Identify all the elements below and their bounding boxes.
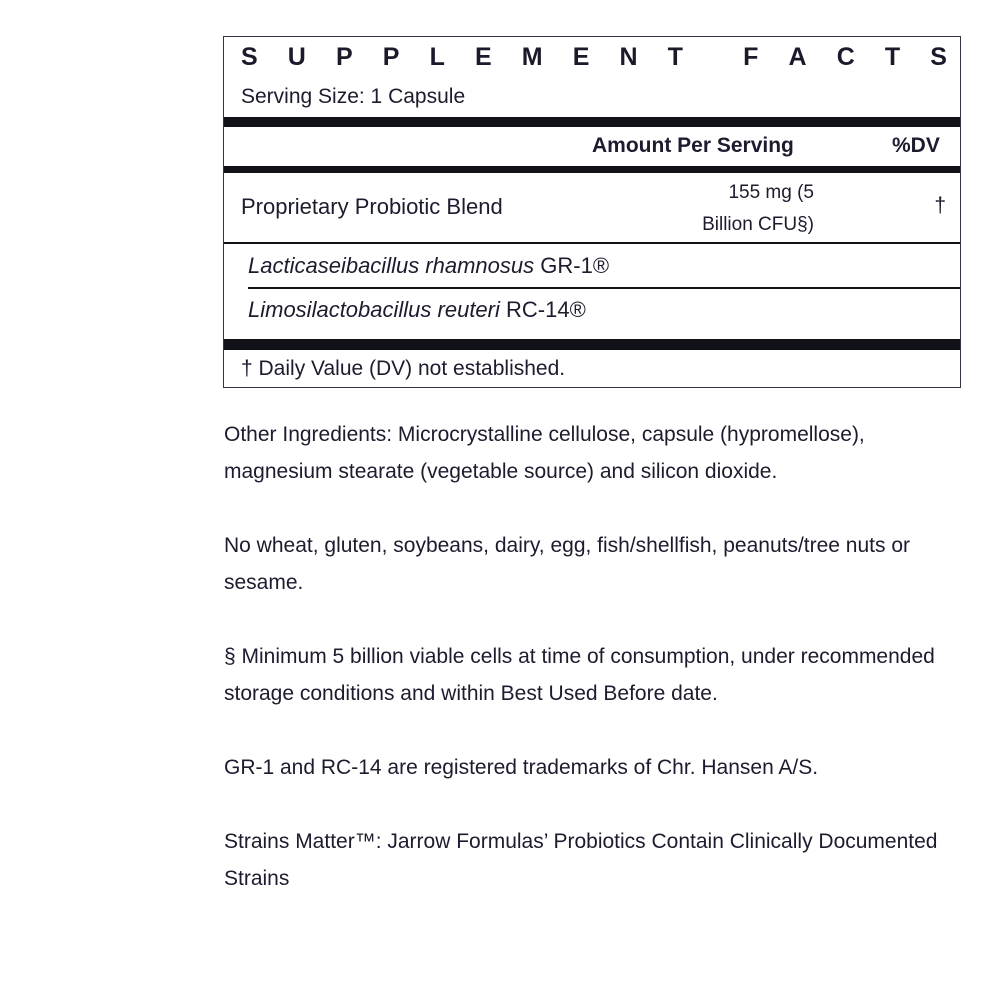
title-letter: E	[474, 43, 492, 71]
blend-amount	[664, 177, 814, 241]
blend-name: Proprietary Probiotic Blend	[241, 194, 503, 219]
thin-divider	[224, 242, 960, 244]
strain-code: RC-14®	[499, 297, 586, 322]
title-letter: P	[335, 43, 353, 71]
title-letter: T	[884, 43, 901, 71]
strain-name: Limosilactobacillus reuteri	[248, 297, 500, 322]
title-letter: T	[667, 43, 683, 71]
title-letter: C	[836, 43, 855, 71]
serving-size: Serving Size: 1 Capsule	[241, 85, 466, 108]
dv-footnote: † Daily Value (DV) not established.	[241, 357, 566, 380]
title-letter: M	[521, 43, 543, 71]
blend-amount-line: Billion CFU§)	[702, 214, 814, 235]
trademark-note: GR-1 and RC-14 are registered trademarks of Chr. Hansen A/S.	[224, 756, 819, 779]
strain-name: Lacticaseibacillus rhamnosus	[248, 253, 535, 278]
strain-code: GR-1®	[534, 253, 610, 278]
strains-matter-note: Strains Matter™: Jarrow Formulas’ Probiotics Contain Clinically Documented Strains	[224, 830, 938, 890]
minimum-cells-note: § Minimum 5 billion viable cells at time of consumption, under recommended storage conditions and within Best Used Before date.	[224, 645, 935, 705]
strain-row	[248, 297, 586, 323]
title-letter: L	[429, 43, 445, 71]
blend-dv: †	[934, 194, 946, 217]
blend-amount-line: 155 mg (5	[728, 182, 814, 203]
supplement-facts-title	[241, 43, 947, 72]
title-letter: S	[930, 43, 947, 71]
allergen-statement: No wheat, gluten, soybeans, dairy, egg, fish/shellfish, peanuts/tree nuts or sesame.	[224, 534, 911, 594]
title-letter: E	[572, 43, 590, 71]
product-notes	[224, 416, 964, 934]
title-letter: S	[241, 43, 258, 71]
title-letter: A	[788, 43, 807, 71]
supplement-facts-panel	[223, 36, 961, 388]
title-letter: F	[743, 43, 759, 71]
title-letter: P	[382, 43, 400, 71]
thick-divider	[224, 339, 960, 350]
other-ingredients: Other Ingredients: Microcrystalline cellulose, capsule (hypromellose), magnesium stearate (vegetable source) and silicon dioxide.	[224, 423, 865, 483]
thick-divider	[224, 117, 960, 127]
dv-header: %DV	[892, 134, 940, 157]
thin-divider	[248, 287, 960, 289]
medium-divider	[224, 166, 960, 173]
strain-row	[248, 253, 609, 279]
title-letter: N	[619, 43, 638, 71]
amount-per-serving-header: Amount Per Serving	[592, 134, 794, 157]
title-letter: U	[287, 43, 306, 71]
